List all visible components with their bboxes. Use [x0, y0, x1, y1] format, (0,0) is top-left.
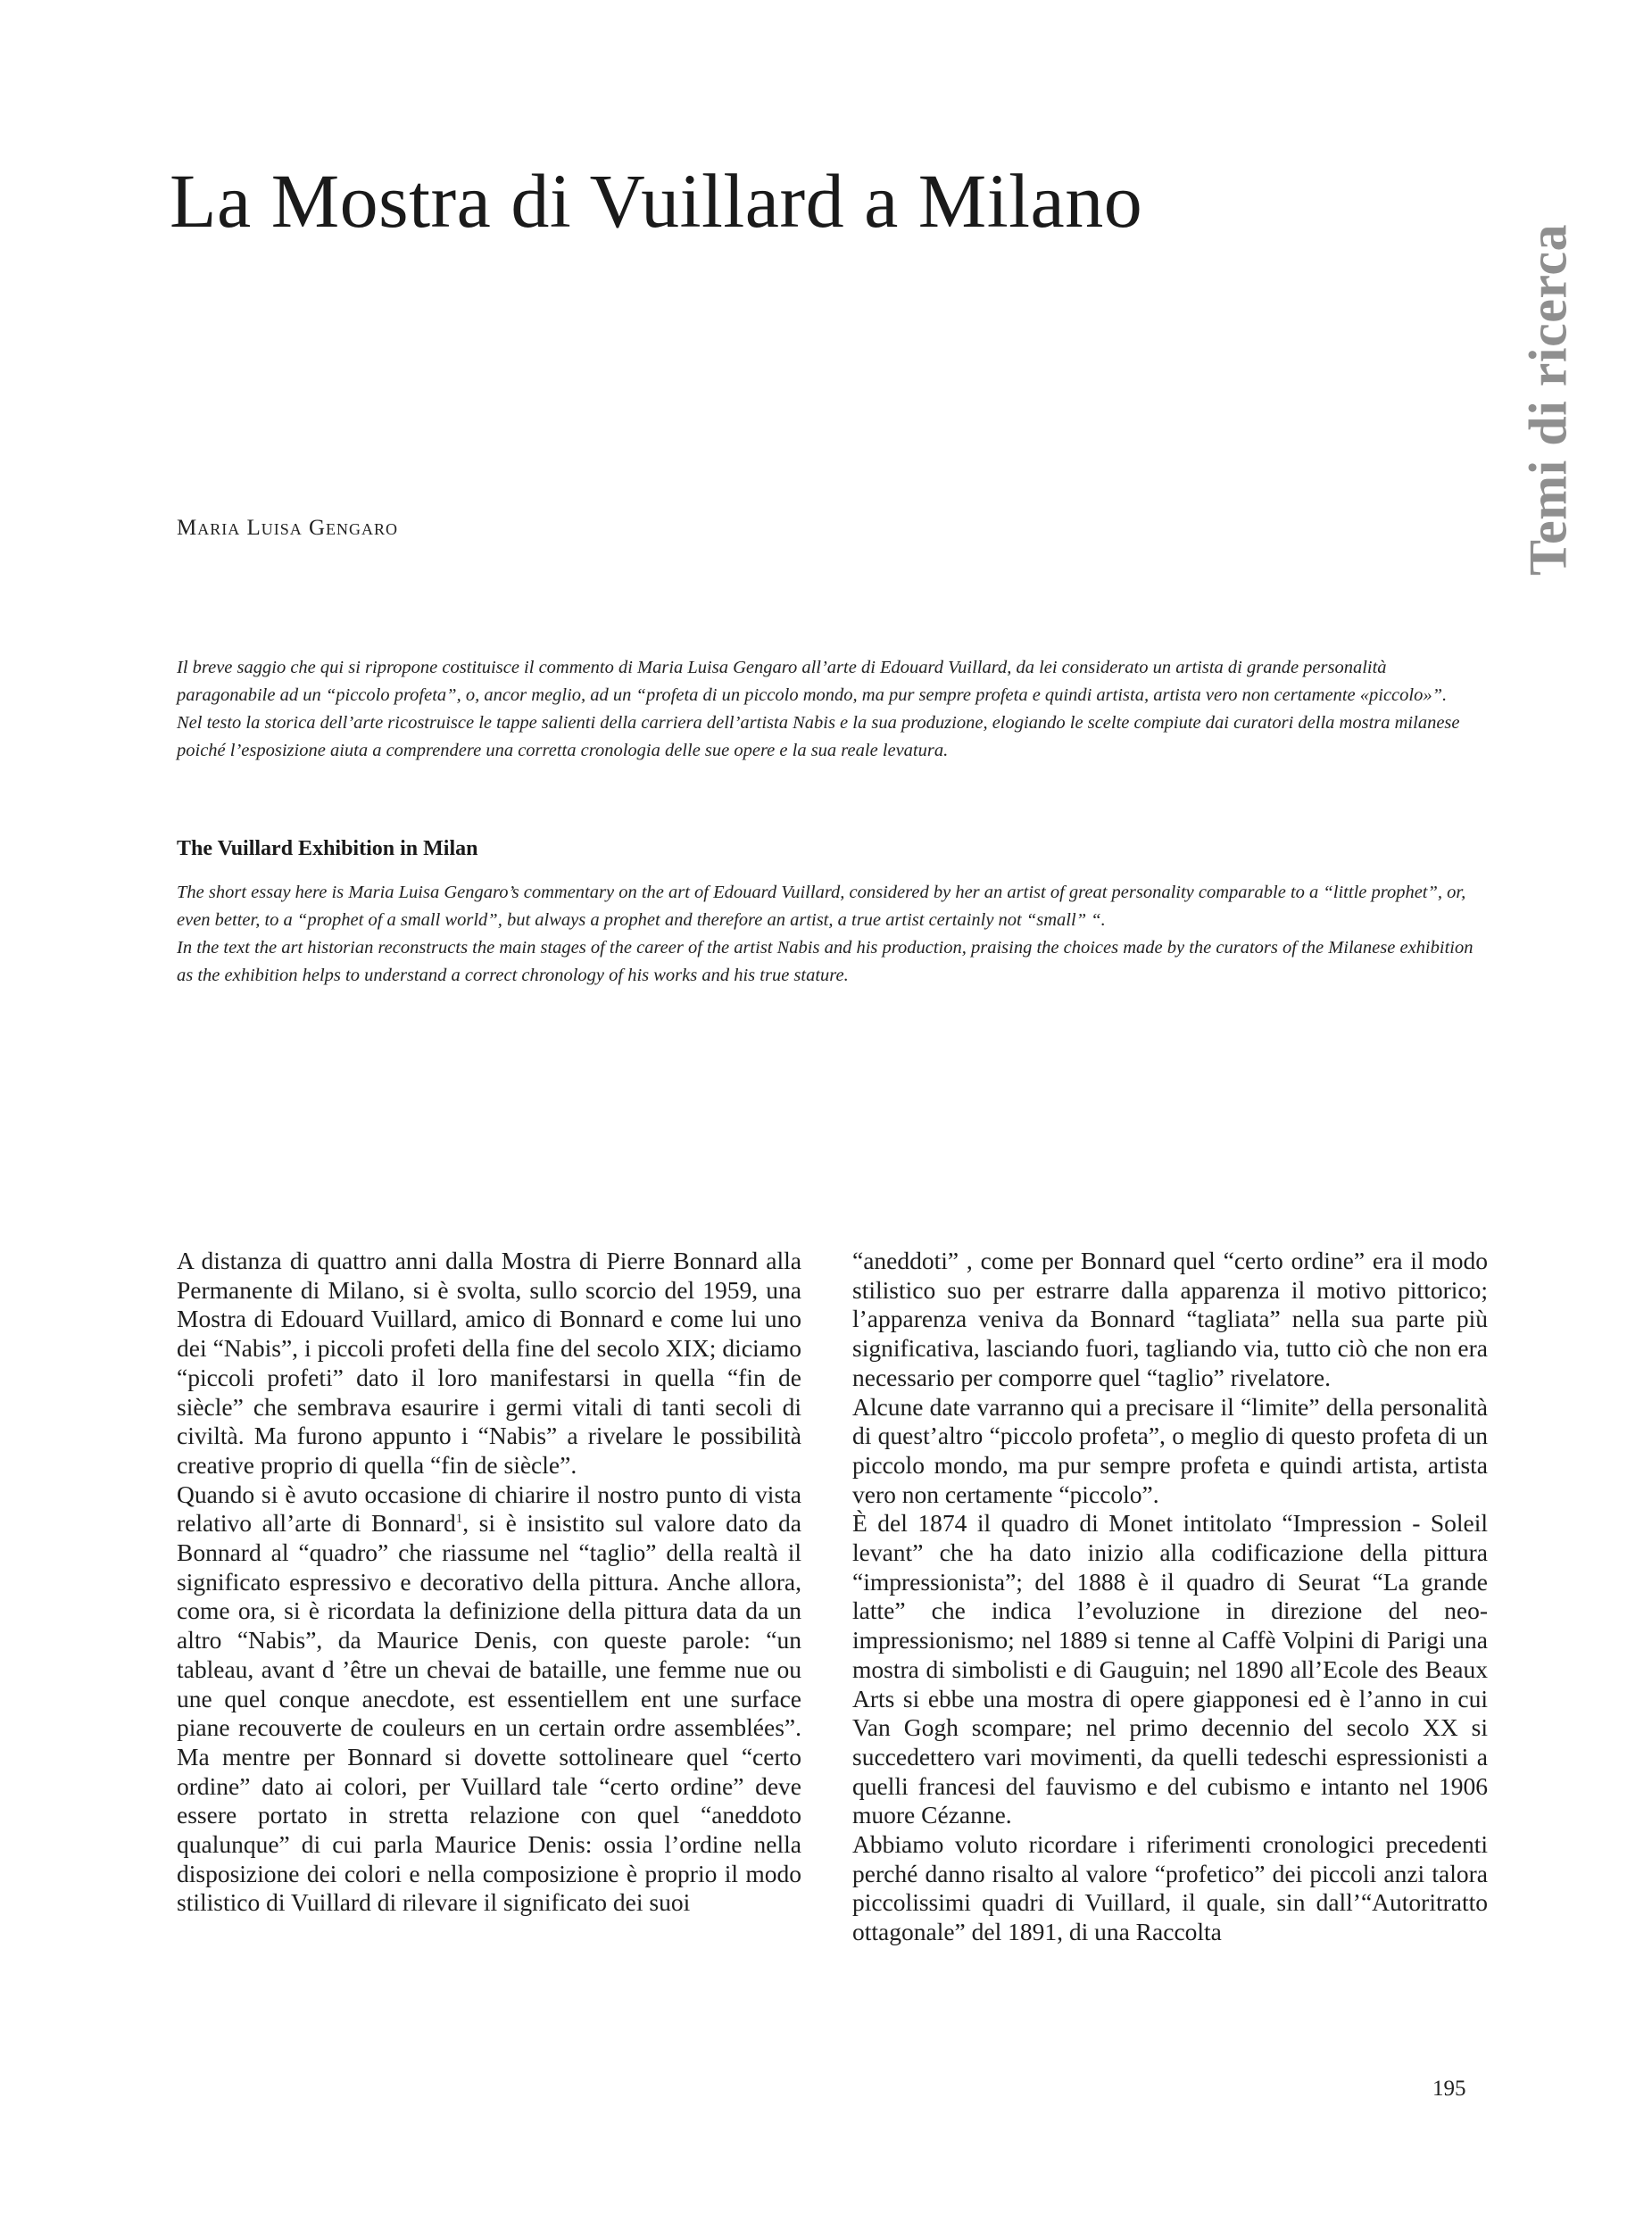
author-name: Maria Luisa Gengaro	[177, 516, 399, 540]
body-paragraph: “aneddoti” , come per Bonnard quel “certo ordine” era il modo stilistico suo per estrarre dalla apparenza il motivo pittorico; l’apparenza veniva da Bonnard “tagliata” nella sua parte più significativa, lasciando fuori, tagliando via, tutto ciò che non era necessario per comporre quel “taglio” rivelatore.	[852, 1247, 1488, 1391]
body-paragraph: Alcune date varranno qui a precisare il “limite” della personalità di quest’altro “piccolo profeta”, o meglio di questo profeta di un piccolo mondo, ma pur sempre profeta e quindi artista, artista vero non certamente “piccolo”.	[852, 1392, 1488, 1508]
page-number: 195	[1432, 2077, 1466, 2101]
article-title: La Mostra di Vuillard a Milano	[170, 158, 1143, 244]
footnote-reference[interactable]: 1	[455, 1512, 463, 1527]
body-text: , si è insistito sul valore dato da Bonnard al “quadro” che riassume nel “taglio” della realtà il significato espressivo e decorativo della pittura. Anche allora, come ora, si è ricordata la definizione della pittura data da un altro “Nabis”, da Maurice Denis, con queste parole: “un tableau, avant d ’être un chevai de bataille, une femme nue ou une quel conque anecdote, est essentiellem ent une surface piane recouverte de couleurs en un certain ordre assemblées”. Ma mentre per Bonnard si dovette sottolineare quel “certo ordine” dato ai colori, per Vuillard tale “certo ordine” deve essere portato in stretta relazione con quel “aneddoto qualunque” di cui parla Maurice Denis: ossia l’ordine nella disposizione dei colori e nella composizione è proprio il modo stilistico di Vuillard di rilevare il significato dei suoi	[177, 1509, 801, 1917]
section-label-text: Temi di ricerca	[1518, 223, 1578, 576]
abstract-english-paragraph: In the text the art historian reconstructs the main stages of the career of the artist Nabis and his production, praising the choices made by the curators of the Milanese exhibition as the exhibition helps to understand a correct chronology of his works and his true stature.	[177, 938, 1474, 985]
abstract-english-paragraph: The short essay here is Maria Luisa Gengaro’s commentary on the art of Edouard Vuillard, considered by her an artist of great personality comparable to a “little prophet”, or, even better, to a “prophet of a small world”, but always a prophet and therefore an artist, a true artist certainly not “small” “.	[177, 883, 1466, 930]
body-column-left	[177, 1247, 801, 1918]
body-column-right	[852, 1247, 1488, 1947]
abstract-italian-paragraph: Il breve saggio che qui si ripropone costituisce il commento di Maria Luisa Gengaro all’arte di Edouard Vuillard, da lei considerato un artista di grande personalità paragonabile ad un “piccolo profeta”, o, ancor meglio, ad un “profeta di un piccolo mondo, ma pur sempre profeta e quindi artista, artista vero non certamente «piccolo»”.	[177, 658, 1448, 705]
body-paragraph	[177, 1480, 801, 1919]
abstract-italian-paragraph: Nel testo la storica dell’arte ricostruisce le tappe salienti della carriera dell’artista Nabis e la sua produzione, elogiando le scelte compiute dai curatori della mostra milanese poiché l’esposizione aiuta a comprendere una corretta cronologia delle sue opere e la sua reale levatura.	[177, 713, 1460, 760]
body-paragraph: A distanza di quattro anni dalla Mostra di Pierre Bonnard alla Permanente di Milano, si è svolta, sullo scorcio del 1959, una Mostra di Edouard Vuillard, amico di Bonnard e come lui uno dei “Nabis”, i piccoli profeti della fine del secolo XIX; diciamo “piccoli profeti” dato il loro manifestarsi in quella “fin de siècle” che sembrava esaurire i germi vitali di tanti secoli di civiltà. Ma furono appunto i “Nabis” a rivelare le possibilità creative proprio di quella “fin de siècle”.	[177, 1247, 801, 1479]
english-title: The Vuillard Exhibition in Milan	[177, 837, 478, 860]
body-paragraph: Abbiamo voluto ricordare i riferimenti cronologici precedenti perché danno risalto al valore “profetico” dei piccoli anzi talora piccolissimi quadri di Vuillard, il quale, sin dall’“Autoritratto ottagonale” del 1891, di una Raccolta	[852, 1830, 1488, 1946]
abstract-english	[177, 879, 1489, 990]
body-text: Quando si è avuto occasione di chiarire il nostro punto di vista relativo all’arte di Bonnard	[177, 1480, 801, 1538]
abstract-italian	[177, 654, 1489, 765]
body-paragraph: È del 1874 il quadro di Monet intitolato “Impression - Soleil levant” che ha dato inizio alla codificazione della pittura “impressionista”; del 1888 è il quadro di Seurat “La grande latte” che indica l’evoluzione in direzione del neo-impressionismo; nel 1889 si tenne al Caffè Volpini di Parigi una mostra di simbolisti e di Gauguin; nel 1890 all’Ecole des Beaux Arts si ebbe una mostra di opere giapponesi ed è l’anno in cui Van Gogh scompare; nel primo decennio del secolo XX si succedettero vari movimenti, da quelli tedeschi espressionisti a quelli francesi del fauvismo e del cubismo e intanto nel 1906 muore Cézanne.	[852, 1509, 1488, 1829]
section-label	[1517, 212, 1580, 587]
